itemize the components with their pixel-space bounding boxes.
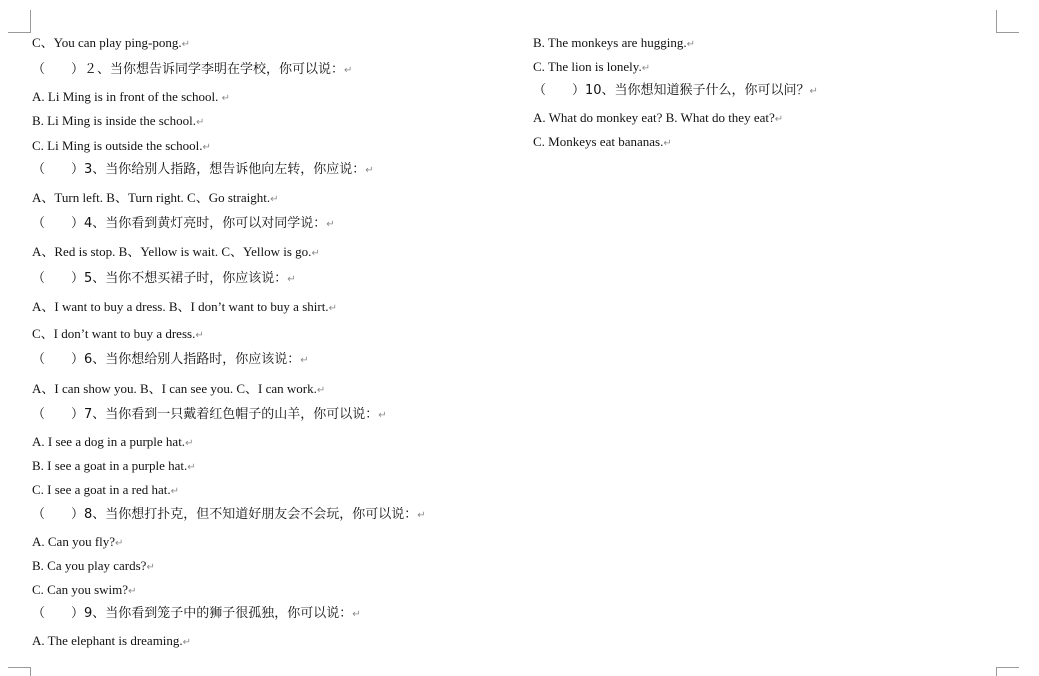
text-line: C、You can play ping-pong.↵ — [32, 35, 191, 50]
question-line: （ ）6、当你想给别人指路时，你应该说：↵ — [32, 352, 309, 367]
page-corner-top-right — [996, 10, 1019, 33]
question-line: （ ）8、当你想打扑克，但不知道好朋友会不会玩，你可以说：↵ — [32, 507, 426, 522]
option-line: B. The monkeys are hugging.↵ — [533, 35, 695, 50]
page-corner-top-left — [8, 10, 31, 33]
question-line: （ ）9、当你看到笼子中的狮子很孤独，你可以说：↵ — [32, 606, 361, 621]
option-line: A、I can show you. B、I can see you. C、I can work.↵ — [32, 381, 326, 396]
option-line: A、Red is stop. B、Yellow is wait. C、Yellow is go.↵ — [32, 244, 320, 259]
option-line: C. Monkeys eat bananas.↵ — [533, 134, 672, 149]
question-line: （ ）3、当你给别人指路，想告诉他向左转，你应说：↵ — [32, 162, 374, 177]
option-line: C. I see a goat in a red hat.↵ — [32, 482, 180, 497]
question-line: （ ）10、当你想知道猴子什么，你可以问？↵ — [533, 83, 818, 98]
option-line: B. Ca you play cards?↵ — [32, 558, 155, 573]
option-line: A. The elephant is dreaming.↵ — [32, 633, 192, 648]
question-line: （ ）7、当你看到一只戴着红色帽子的山羊，你可以说：↵ — [32, 407, 387, 422]
option-line: A. I see a dog in a purple hat.↵ — [32, 434, 194, 449]
option-line: A、Turn left. B、Turn right. C、Go straight.↵ — [32, 190, 279, 205]
option-line: C、I don’t want to buy a dress.↵ — [32, 326, 204, 341]
option-line: A. What do monkey eat? B. What do they eat?↵ — [533, 110, 784, 125]
option-line: B. I see a goat in a purple hat.↵ — [32, 458, 196, 473]
question-line: （ ）２、当你想告诉同学李明在学校，你可以说：↵ — [32, 62, 353, 77]
option-line: C. Li Ming is outside the school.↵ — [32, 138, 211, 153]
option-line: C. Can you swim?↵ — [32, 582, 137, 597]
option-line: B. Li Ming is inside the school.↵ — [32, 113, 205, 128]
option-line: A. Can you fly?↵ — [32, 534, 124, 549]
option-line: C. The lion is lonely.↵ — [533, 59, 651, 74]
option-line: A、I want to buy a dress. B、I don’t want to buy a shirt.↵ — [32, 299, 337, 314]
option-line: A. Li Ming is in front of the school. ↵ — [32, 89, 230, 104]
question-line: （ ）5、当你不想买裙子时，你应该说：↵ — [32, 271, 296, 286]
question-line: （ ）4、当你看到黄灯亮时，你可以对同学说：↵ — [32, 216, 335, 231]
